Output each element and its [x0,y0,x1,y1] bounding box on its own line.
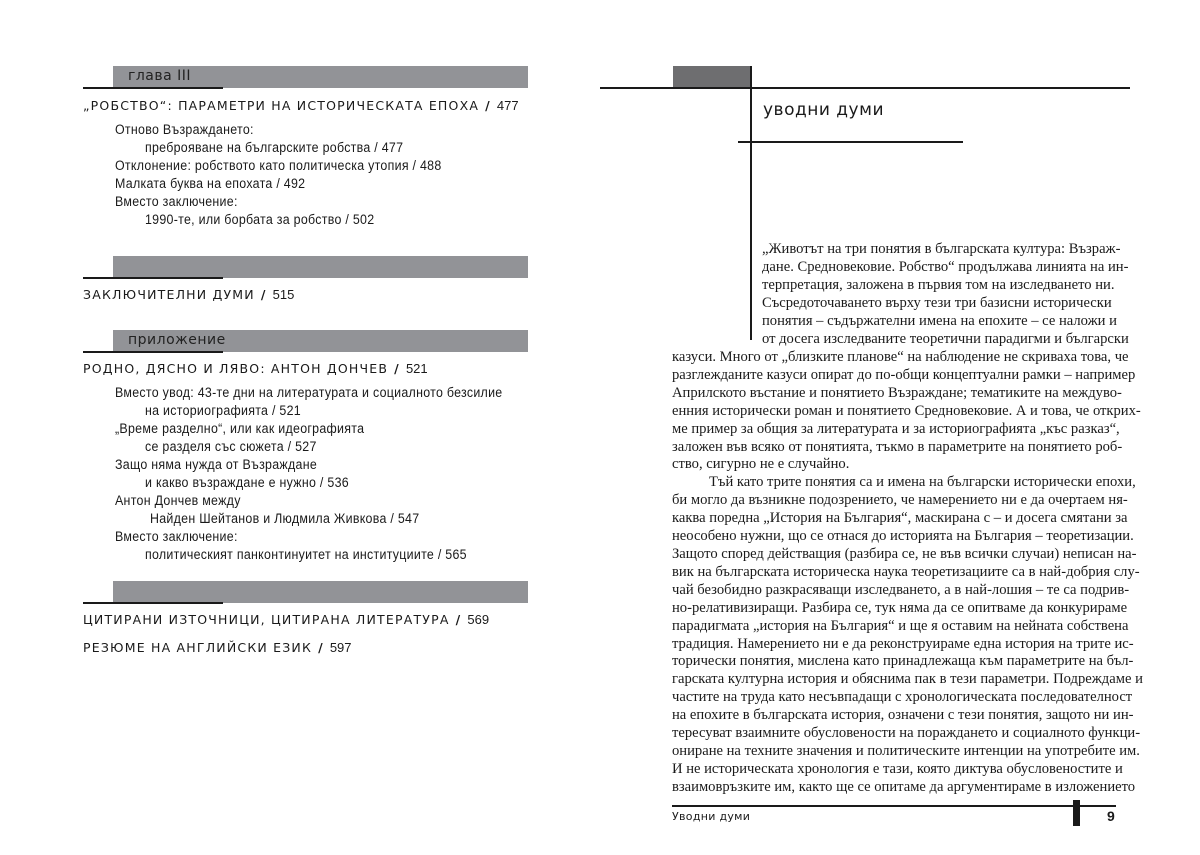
text-line: разглежданите казуси опират до по-общи концептуални рамки – например [672,366,1136,383]
section-rule [83,351,223,353]
vertical-rule [750,66,752,340]
footer-rule [672,805,1116,807]
text-line: гарската културна история и обяснима пак в тези параметри. Подреждаме и [672,671,1143,688]
toc-subentry[interactable]: Малката буква на епохата / 492 [115,176,306,191]
section-bar-blank [113,256,528,278]
slash-separator: / [318,640,324,655]
toc-subentry[interactable]: „Време разделно“, или как идеографията [115,421,365,436]
toc-entry-title: ЗАКЛЮЧИТЕЛНИ ДУМИ [83,287,255,302]
slash-separator: / [485,98,491,113]
text-line: вик на българската историческа наука теоретизациите са в най-добрия слу- [672,563,1140,580]
text-line: частите на труда като несъвпадащи с хронологическата последователност [672,689,1133,706]
slash-separator: / [455,612,462,627]
toc-subentry[interactable]: на историографията / 521 [145,403,301,418]
toc-subentry[interactable]: Отново Възраждането: [115,122,254,137]
text-line: И не историческата хронология е тази, която диктува обусловеностите и [672,760,1123,777]
text-line: неособено нужни, що се отнася до историята на България – теоретизации. [672,528,1134,545]
text-line: Съсредоточаването върху тези три базисни исторически [762,294,1112,311]
toc-subentry[interactable]: Найден Шейтанов и Людмила Живкова / 547 [150,511,420,526]
body-paragraph-main [672,349,1143,797]
toc-entry-page: 515 [272,287,295,302]
section-rule [83,277,223,279]
text-line: ониране на техните значения и политическите интенции на употребите им. [672,742,1140,759]
text-line: на епохите в българската история, означени с тези понятия, защото ни ин- [672,707,1134,724]
toc-entry[interactable] [83,640,352,655]
toc-subentry[interactable]: политическият панконтинуитет на институциите / 565 [145,547,467,562]
body-paragraph-lead [762,241,1129,348]
text-line: традиция. Намерението ни е да реконструираме една история на трите ис- [672,635,1134,652]
toc-subentry[interactable]: Отклонение: робството като политическа утопия / 488 [115,158,442,173]
toc-subentry[interactable]: и какво възраждане е нужно / 536 [145,475,349,490]
toc-entry-title: ЦИТИРАНИ ИЗТОЧНИЦИ, ЦИТИРАНА ЛИТЕРАТУРА [83,612,450,627]
right-page-introduction [590,0,1200,855]
toc-entry-title: РЕЗЮМЕ НА АНГЛИЙСКИ ЕЗИК [83,640,313,655]
text-line: „Животът на три понятия в българската култура: Възраж- [762,241,1121,257]
text-line: от досега изследваните теоретични парадигми и български [762,330,1129,347]
section-bar-blank [113,581,528,603]
section-rule [83,87,223,89]
text-line: взаимовръзките им, както ще се опитаме да аргументираме в изложението [672,778,1136,795]
section-bar-chapter-3 [113,66,528,88]
toc-subentry[interactable]: преброяване на българските робства / 477 [145,140,404,155]
chapter-marker-block [673,66,750,88]
text-line: парадигмата „история на България“ и ще я оставим на нейната собствена [672,617,1129,634]
section-label: приложение [128,332,226,348]
toc-entry[interactable] [83,287,294,302]
text-line: заложен във всяко от понятията, тъкмо в параметрите на понятието роб- [672,438,1123,455]
section-bar-appendix [113,330,528,352]
text-line: каква поредна „История на България“, маскирана с – и досега смятани за [672,510,1128,527]
toc-entry[interactable] [83,612,489,627]
running-title: Уводни думи [672,810,751,823]
toc-subentry[interactable]: се разделя със сюжета / 527 [145,439,317,454]
toc-entry-page: 477 [496,98,519,113]
text-line: тересуват взаимните обусловености на пораждането и социалното функци- [672,725,1141,742]
toc-entry-page: 569 [467,612,490,627]
text-line: но-релативизиращи. Разбира се, тук няма да се опитваме да конкурираме [672,599,1128,616]
text-line: терпретация, заложена в първия том на изследването ни. [762,276,1115,293]
slash-separator: / [260,287,267,302]
page-number: 9 [1107,808,1115,824]
toc-subentry[interactable]: Вместо заключение: [115,529,238,544]
toc-subentry[interactable]: Вместо заключение: [115,194,238,209]
toc-entry-title: РОДНО, ДЯСНО И ЛЯВО: АНТОН ДОНЧЕВ [83,361,389,376]
section-rule [83,602,223,604]
text-line: казуси. Много от „близките планове“ на наблюдение не скриваха това, че [672,349,1129,365]
footer-marker-block [1073,800,1080,826]
text-line: понятия – съдържателни имена на епохите – се наложи и [762,312,1117,329]
text-line: чай безобидно разкрасяващи изследването, а в най-лошия – те са подрив- [672,581,1130,598]
text-line: Априлското въстание и понятието Възраждане; тематиките на междуво- [672,384,1122,401]
text-line: Тъй като трите понятия са и имена на български исторически епохи, [709,474,1136,491]
toc-entry-page: 521 [405,361,428,376]
toc-subentry[interactable]: Защо няма нужда от Възраждане [115,457,318,472]
header-rule [600,87,1130,89]
toc-entry[interactable] [83,361,428,376]
text-line: ство, сигурно не е случайно. [672,456,850,473]
chapter-title: уводни думи [763,100,884,120]
left-page-contents [0,0,590,855]
section-label: глава III [128,68,192,84]
text-line: дане. Средновековие. Робство“ продължава линията на ин- [762,258,1129,275]
text-line: торически понятия, мислена като принадлежаща към параметрите на бъл- [672,653,1134,670]
toc-entry[interactable] [83,98,519,113]
text-line: енния исторически роман и понятието Средновековие. А и това, че открих- [672,402,1141,419]
toc-entry-page: 597 [329,640,352,655]
toc-entry-title: „РОБСТВО“: ПАРАМЕТРИ НА ИСТОРИЧЕСКАТА ЕПОХА [83,98,480,113]
text-line: Защото според действащия (разбира се, не във всички случаи) неписан на- [672,545,1137,562]
text-line: ме пример за общия за литературата и за историографията „къс разказ“, [672,420,1120,437]
slash-separator: / [394,361,400,376]
toc-subentry[interactable]: Вместо увод: 43-те дни на литературата и социалното безсилие [115,385,503,400]
title-underline-rule [738,141,963,143]
text-line: би могло да възникне подозрението, че намерението ни е да очертаем ня- [672,492,1128,509]
toc-subentry[interactable]: 1990-те, или борбата за робство / 502 [145,212,375,227]
toc-subentry[interactable]: Антон Дончев между [115,493,241,508]
